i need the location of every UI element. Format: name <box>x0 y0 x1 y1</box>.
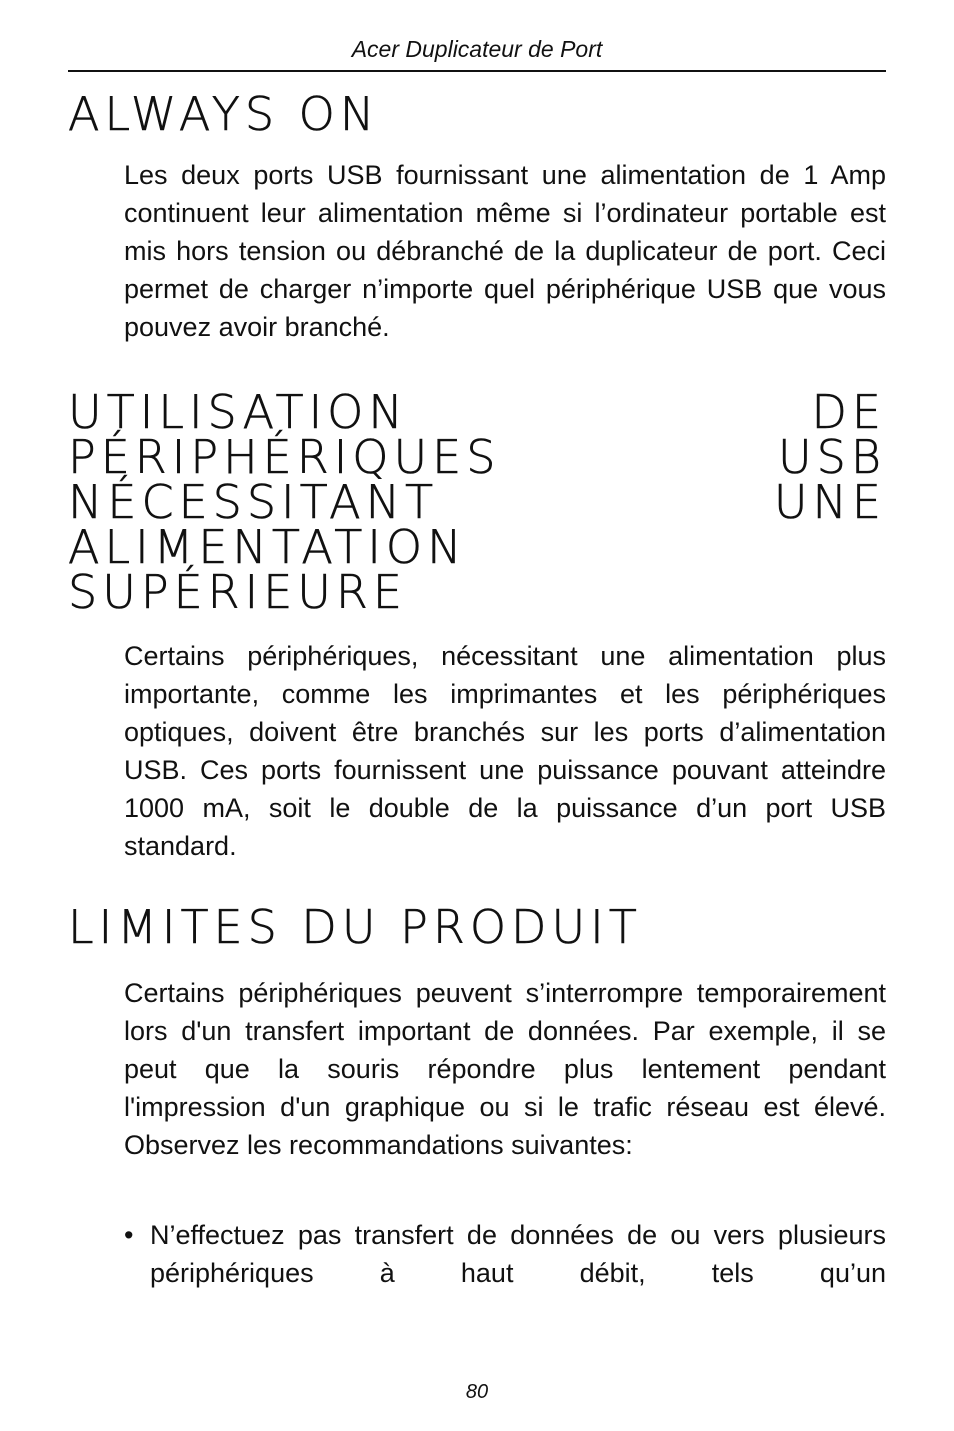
paragraph-limits: Certains périphériques peuvent s’interrompre temporairement lors d'un transfert important de données. Par exemple, il se peut que la souris répondre plus lentement pendant l'impression d'un graphique ou si le trafic réseau est élevé. Observez les recommandations suivantes: <box>124 978 886 1160</box>
paragraph-always-on: Les deux ports USB fournissant une alimentation de 1 Amp continuent leur alimentation même si l’ordinateur portable est mis hors tension ou débranché de la duplicateur de port. Ceci permet de charger n’importe quel périphérique USB que vous pouvez avoir branché. <box>124 160 886 342</box>
section-title-usb-power <box>68 385 886 619</box>
section-title-limits: LIMITES DU PRODUIT <box>68 900 642 954</box>
title-word: UTILISATION <box>68 385 408 439</box>
bullet-item <box>124 1216 886 1292</box>
title-word: USB <box>778 430 886 484</box>
title-word: NÉCESSITANT <box>68 475 439 529</box>
title-word: UNE <box>773 475 886 529</box>
title-word: ALIMENTATION <box>68 520 467 574</box>
title-row <box>68 430 886 484</box>
title-row <box>68 385 886 439</box>
title-row <box>68 475 886 529</box>
title-word: SUPÉRIEURE <box>68 565 407 619</box>
title-word: PÉRIPHÉRIQUES <box>68 430 501 484</box>
paragraph-usb-power: Certains périphériques, nécessitant une alimentation plus importante, comme les imprimantes et les périphériques optiques, doivent être branchés sur les ports d’alimentation USB. Ces ports fournissent une puissance pouvant atteindre 1000 mA, soit le double de la puissance d’un port USB standard. <box>124 641 886 861</box>
bullet-text: N’effectuez pas transfert de données de ou vers plusieurs périphériques à haut débit, tels qu’un <box>150 1220 886 1288</box>
bullet-marker: • <box>124 1220 134 1250</box>
page-number: 80 <box>465 1381 489 1403</box>
header-rule <box>68 70 886 72</box>
running-header: Acer Duplicateur de Port <box>351 36 603 62</box>
title-word: DE <box>811 385 886 439</box>
title-row <box>68 565 886 619</box>
title-row <box>68 520 886 574</box>
section-title-always-on: ALWAYS ON <box>68 87 380 141</box>
